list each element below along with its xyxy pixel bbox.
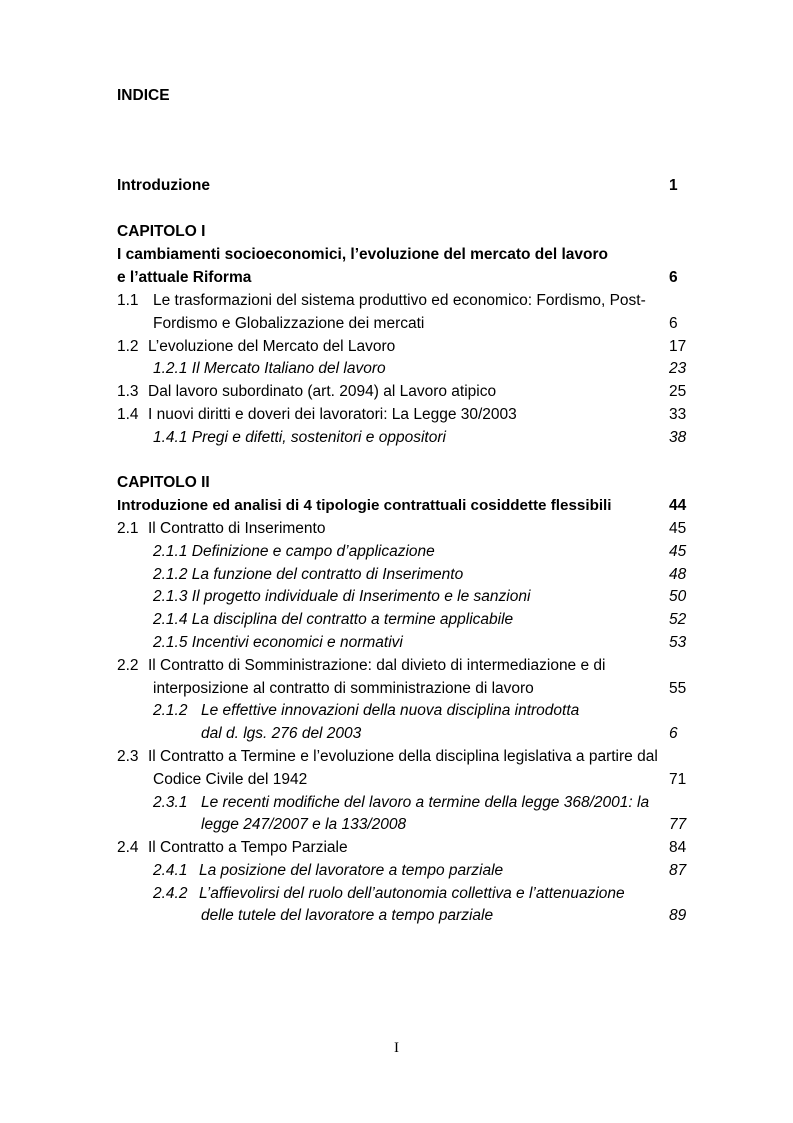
toc-entry-1-2 [117, 337, 395, 357]
toc-entry-number: 2.3 [117, 748, 139, 765]
toc-entry-number: 2.2 [117, 657, 139, 674]
toc-entry-1-3-page: 25 [669, 383, 687, 400]
chapter-1-title-line1: I cambiamenti socioeconomici, l’evoluzione del mercato del lavoro [117, 246, 608, 263]
chapter-2-heading: CAPITOLO II [117, 474, 210, 491]
toc-entry-text: L’evoluzione del Mercato del Lavoro [148, 338, 396, 355]
toc-entry-text: L’affievolirsi del ruolo dell’autonomia collettiva e l’attenuazione [199, 885, 625, 902]
toc-entry-1-1-page: 6 [669, 315, 678, 332]
toc-entry-1-4-1-page: 38 [669, 429, 687, 446]
chapter-2-title-page: 44 [669, 497, 687, 514]
toc-entry-number: 2.1.2 [153, 702, 188, 719]
toc-entry-2-3-1-line2: legge 247/2007 e la 133/2008 [201, 816, 407, 833]
toc-entry-2-3-1-page: 77 [669, 816, 687, 833]
toc-entry-2-1-4-page: 52 [669, 611, 687, 628]
toc-entry-2-1-1-page: 45 [669, 543, 687, 560]
page-title: INDICE [117, 87, 170, 104]
toc-entry-1-1 [117, 291, 646, 311]
toc-intro-label: Introduzione [117, 177, 210, 194]
toc-entry-2-4 [117, 838, 348, 858]
toc-entry-2-1-page: 45 [669, 520, 687, 537]
toc-entry-2-1-3: 2.1.3 Il progetto individuale di Inserimento e le sanzioni [153, 588, 531, 605]
toc-intro-page: 1 [669, 177, 678, 194]
toc-entry-1-4-1: 1.4.1 Pregi e difetti, sostenitori e oppositori [153, 429, 446, 446]
toc-entry-text: La posizione del lavoratore a tempo parziale [199, 862, 504, 879]
toc-entry-number: 2.4 [117, 839, 139, 856]
toc-entry-2-3-1 [153, 793, 649, 813]
toc-entry-number: 2.3.1 [153, 794, 188, 811]
toc-entry-2-2 [117, 656, 605, 676]
chapter-1-title-page: 6 [669, 269, 678, 286]
toc-entry-2-2-line2: interposizione al contratto di somministrazione di lavoro [153, 680, 534, 697]
toc-entry-1-4-page: 33 [669, 406, 687, 423]
toc-entry-2-1-2-page: 48 [669, 566, 687, 583]
toc-entry-2-2-1-page: 6 [669, 725, 678, 742]
chapter-1-title-line2: e l’attuale Riforma [117, 269, 252, 286]
toc-entry-2-1-2: 2.1.2 La funzione del contratto di Inserimento [153, 566, 464, 583]
toc-entry-2-4-2-page: 89 [669, 907, 687, 924]
toc-entry-text: I nuovi diritti e doveri dei lavoratori: La Legge 30/2003 [148, 406, 517, 423]
toc-entry-2-1-5-page: 53 [669, 634, 687, 651]
toc-entry-number: 1.4 [117, 406, 139, 423]
toc-entry-text: Il Contratto a Tempo Parziale [148, 839, 348, 856]
toc-entry-2-4-1 [153, 861, 503, 881]
toc-entry-2-2-1 [153, 701, 579, 721]
toc-entry-2-3 [117, 747, 658, 767]
toc-entry-2-4-2 [153, 884, 625, 904]
footer-page-number: I [394, 1040, 399, 1056]
toc-entry-1-2-1: 1.2.1 Il Mercato Italiano del lavoro [153, 360, 386, 377]
toc-entry-2-1-1: 2.1.1 Definizione e campo d’applicazione [153, 543, 435, 560]
toc-entry-1-2-1-page: 23 [669, 360, 687, 377]
toc-entry-2-2-page: 55 [669, 680, 687, 697]
toc-entry-2-3-page: 71 [669, 771, 687, 788]
toc-entry-text: Il Contratto di Somministrazione: dal divieto di intermediazione e di [148, 657, 606, 674]
toc-entry-1-1-line2: Fordismo e Globalizzazione dei mercati [153, 315, 425, 332]
toc-entry-2-4-2-line2: delle tutele del lavoratore a tempo parziale [201, 907, 494, 924]
chapter-2-title: Introduzione ed analisi di 4 tipologie contrattuali cosiddette flessibili [117, 497, 612, 514]
toc-entry-text: Le effettive innovazioni della nuova disciplina introdotta [201, 702, 580, 719]
toc-entry-1-2-page: 17 [669, 338, 687, 355]
toc-entry-number: 2.4.2 [153, 885, 188, 902]
toc-entry-2-2-1-line2: dal d. lgs. 276 del 2003 [201, 725, 362, 742]
toc-entry-number: 1.2 [117, 338, 139, 355]
toc-entry-number: 2.1 [117, 520, 139, 537]
chapter-1-heading: CAPITOLO I [117, 223, 206, 240]
toc-entry-text: Il Contratto di Inserimento [148, 520, 326, 537]
toc-entry-2-1-3-page: 50 [669, 588, 687, 605]
toc-entry-2-4-1-page: 87 [669, 862, 687, 879]
toc-entry-number: 1.1 [117, 292, 139, 309]
toc-entry-1-4 [117, 405, 517, 425]
toc-entry-2-4-page: 84 [669, 839, 687, 856]
toc-entry-2-1-5: 2.1.5 Incentivi economici e normativi [153, 634, 403, 651]
toc-entry-2-1 [117, 519, 325, 539]
toc-entry-2-1-4: 2.1.4 La disciplina del contratto a termine applicabile [153, 611, 514, 628]
toc-entry-text: Le recenti modifiche del lavoro a termine della legge 368/2001: la [201, 794, 650, 811]
toc-entry-number: 2.4.1 [153, 862, 188, 879]
toc-entry-text: Le trasformazioni del sistema produttivo ed economico: Fordismo, Post- [153, 292, 646, 309]
toc-entry-text: Dal lavoro subordinato (art. 2094) al Lavoro atipico [148, 383, 497, 400]
toc-entry-1-3 [117, 382, 496, 402]
toc-entry-number: 1.3 [117, 383, 139, 400]
toc-entry-2-3-line2: Codice Civile del 1942 [153, 771, 308, 788]
toc-entry-text: Il Contratto a Termine e l’evoluzione della disciplina legislativa a partire dal [148, 748, 658, 765]
